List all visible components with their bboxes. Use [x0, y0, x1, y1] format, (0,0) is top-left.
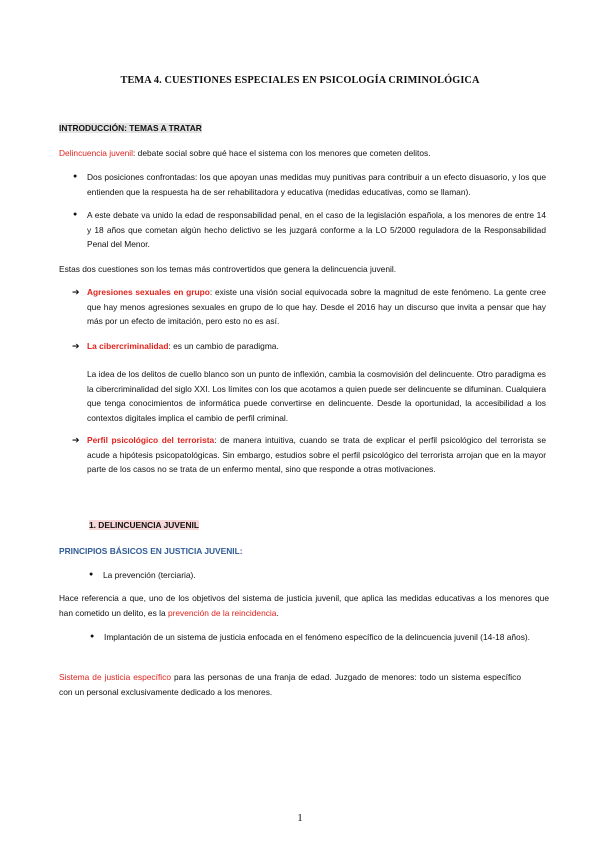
prevention-text: Hace referencia a que, uno de los objetivos del sistema de justicia juvenil, que aplica las medidas educativas a los menores que han cometido un delito, es la — [59, 593, 549, 618]
system-paragraph — [59, 670, 521, 699]
arrow-item-term: Agresiones sexuales en grupo — [87, 287, 210, 297]
prevention-paragraph — [59, 591, 549, 620]
list-item-text: Dos posiciones confrontadas: los que apoyan unas medidas muy punitivas para contribuir a un efecto disuasorio, y los que entienden que la respuesta ha de ser rehabilitadora y educativa (medidas educativas, como se llaman). — [87, 172, 546, 197]
arrow-item-term: La cibercriminalidad — [87, 341, 169, 351]
principles-heading — [59, 544, 243, 559]
intro-heading-text: INTRODUCCIÓN: TEMAS A TRATAR — [59, 123, 202, 133]
bullet-icon: ● — [89, 571, 94, 578]
arrow-item-text: : es un cambio de paradigma. — [168, 341, 279, 351]
system-term: Sistema de justicia específico — [59, 672, 171, 682]
list-item-text: A este debate va unido la edad de responsabilidad penal, en el caso de la legislación española, a los menores de entre 14 y 18 años que cometan algún hecho delictivo se les juzgará conforme a la LO 5/2000 reguladora de la Responsabilidad Penal del Menor. — [87, 210, 546, 250]
intro-heading — [59, 121, 202, 136]
bullet-icon: ● — [73, 211, 78, 218]
document-title: TEMA 4. CUESTIONES ESPECIALES EN PSICOLOGÍA CRIMINOLÓGICA — [120, 75, 480, 86]
system-text: para las personas de una franja de edad. Juzgado de menores: todo un sistema específico con un personal exclusivamente dedicado a los menores. — [59, 672, 522, 697]
arrow-right-icon: ➔ — [72, 287, 80, 297]
juvenile-definition — [59, 146, 549, 161]
arrow-item-cybercrime — [72, 339, 546, 354]
bullet-icon: ● — [73, 173, 78, 180]
list-item — [73, 170, 546, 199]
cybercrime-paragraph: La idea de los delitos de cuello blanco son un punto de inflexión, cambia la cosmovisión del delincuente. Otro paradigma es la cibercriminalidad del siglo XXI. Los límites con los que acotamos a quien puede ser delincuente se difuminan. Cualquiera que tenga conocimientos de informática puede convertirse en delincuente. Desde la oportunidad, la accesibilidad a los contextos digitales implica el cambio de perfil criminal. — [87, 369, 546, 423]
prevention-end: . — [276, 607, 279, 618]
juvenile-term: Delincuencia juvenil — [59, 148, 134, 158]
list-item — [73, 208, 546, 252]
prevention-term: prevención de la reincidencia — [167, 607, 277, 618]
list-item — [89, 568, 543, 583]
arrow-item-group-assault — [72, 285, 546, 329]
arrow-right-icon: ➔ — [72, 341, 80, 351]
section-heading — [89, 518, 199, 533]
juvenile-def: : debate social sobre qué hace el sistema con los menores que cometen delitos. — [133, 148, 431, 158]
arrow-item-text: : de manera intuitiva, cuando se trata de explicar el perfil psicológico del terrorista se acude a hipótesis psicopatológicas. Sin embargo, estudios sobre el perfil psicológico del terrorista arrojan que en la mayor parte de los casos no se trata de un enfermo mental, sino que responde a otras motivaciones. — [87, 435, 546, 475]
principles-heading-text: PRINCIPIOS BÁSICOS EN JUSTICIA JUVENIL: — [59, 546, 243, 556]
list-item-text: Implantación de un sistema de justicia enfocada en el fenómeno específico de la delincuencia juvenil (14-18 años). — [104, 632, 530, 642]
section-heading-text: 1. DELINCUENCIA JUVENIL — [89, 520, 199, 530]
arrow-item-text: : existe una visión social equivocada sobre la magnitud de este fenómeno. La gente cree que hay menos agresiones sexuales en grupo de lo que hay. Desde el 2016 hay un discurso que invita a pensar que hay más por un efecto de imitación, pero esto no es así. — [87, 287, 546, 327]
bullet-icon: ● — [90, 633, 95, 640]
list-item — [90, 630, 534, 645]
page-number: 1 — [297, 812, 303, 824]
arrow-item-term: Perfil psicológico del terrorista — [87, 435, 215, 445]
arrow-right-icon: ➔ — [72, 435, 80, 445]
list-item-text: La prevención (terciaria). — [103, 570, 196, 580]
controversy-text: Estas dos cuestiones son los temas más controvertidos que genera la delincuencia juvenil. — [59, 264, 397, 274]
arrow-item-terrorist-profile — [72, 433, 546, 477]
